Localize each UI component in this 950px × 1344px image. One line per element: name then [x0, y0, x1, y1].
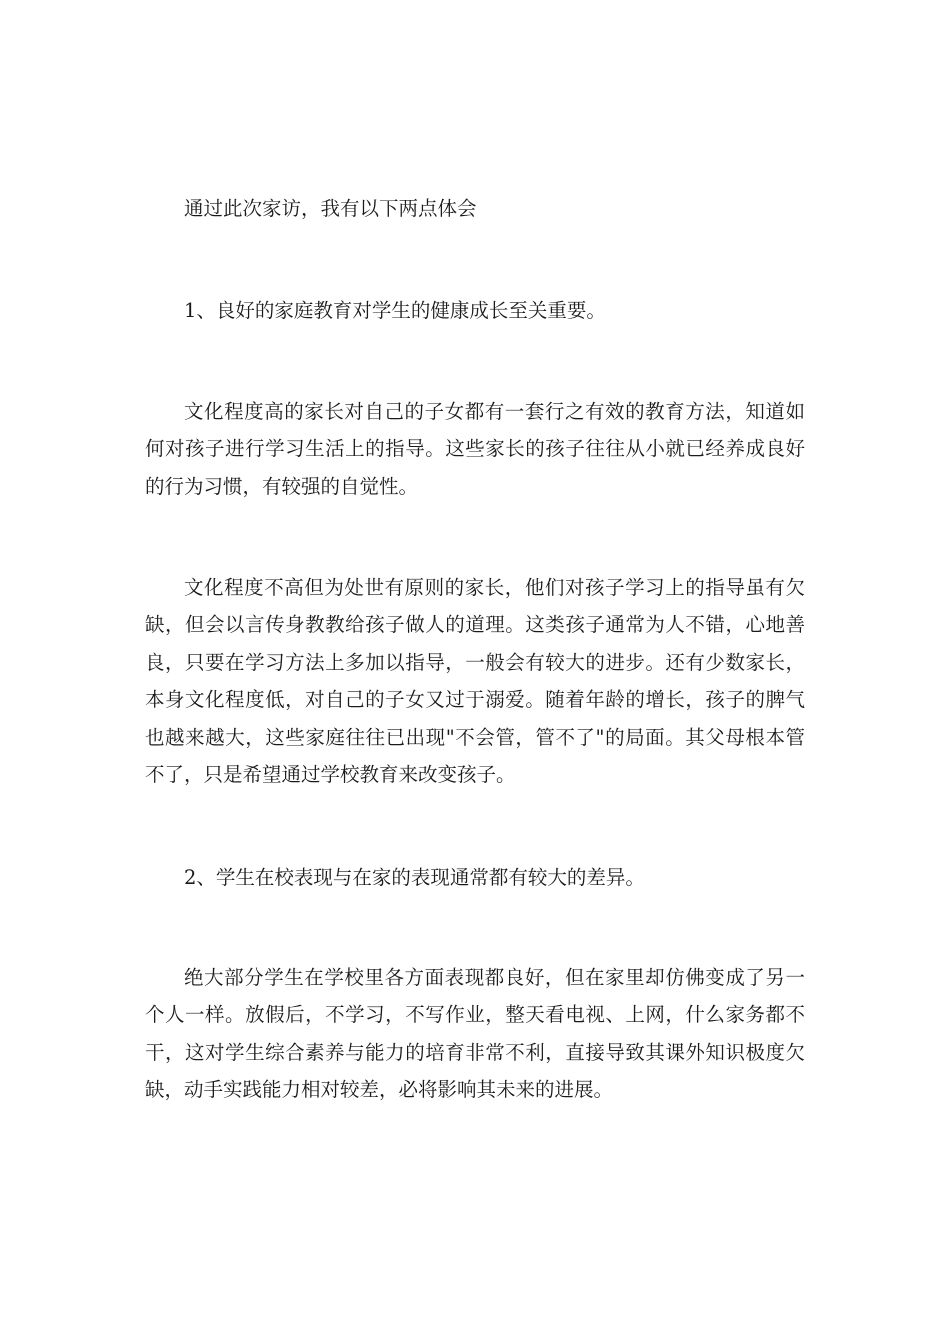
body-paragraph-school-vs-home: 绝大部分学生在学校里各方面表现都良好，但在家里却仿佛变成了另一个人一样。放假后，不学习，不写作业，整天看电视、上网，什么家务都不干，这对学生综合素养与能力的培育非常不利，直接导致其课外知识极度欠缺，动手实践能力相对较差，必将影响其未来的进展。 [145, 966, 805, 1102]
body-paragraph-less-educated-parents: 文化程度不高但为处世有原则的家长，他们对孩子学习上的指导虽有欠缺，但会以言传身教教给孩子做人的道理。这类孩子通常为人不错，心地善良，只要在学习方法上多加以指导，一般会有较大的进步。还有少数家长，本身文化程度低，对自己的子女又过于溺爱。随着年龄的增长，孩子的脾气也越来越大，这些家庭往往已出现"不会管，管不了"的局面。其父母根本管不了，只是希望通过学校教育来改变孩子。 [145, 576, 805, 787]
intro-paragraph: 通过此次家访，我有以下两点体会 [184, 197, 477, 220]
point-1-heading: 1、良好的家庭教育对学生的健康成长至关重要。 [184, 299, 606, 322]
point-2-heading: 2、学生在校表现与在家的表现通常都有较大的差异。 [184, 866, 645, 889]
body-paragraph-educated-parents: 文化程度高的家长对自己的子女都有一套行之有效的教育方法，知道如何对孩子进行学习生活上的指导。这些家长的孩子往往从小就已经养成良好的行为习惯，有较强的自觉性。 [145, 400, 805, 498]
